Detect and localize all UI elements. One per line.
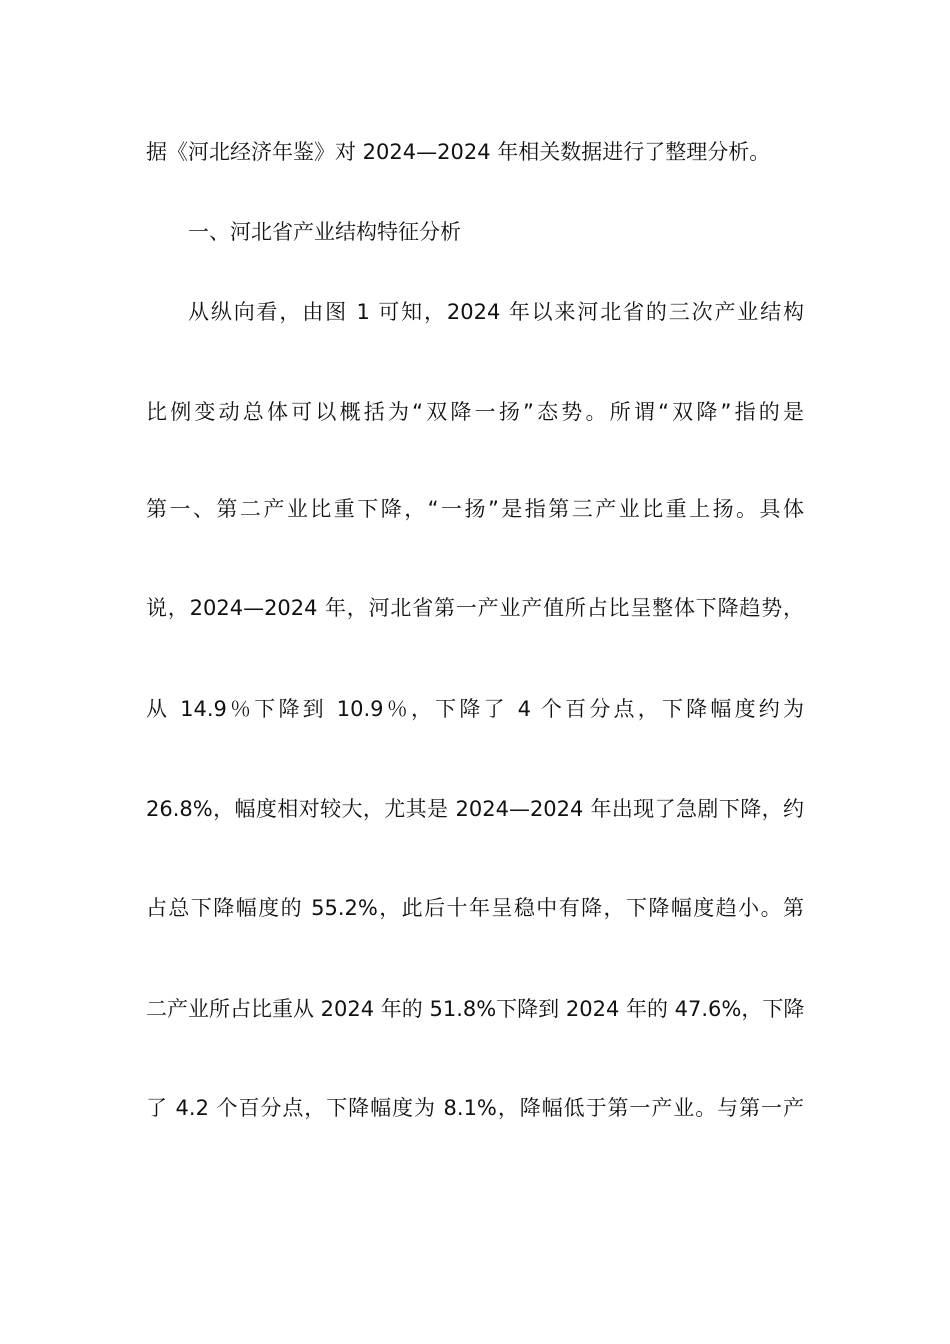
paragraph-line: 26.8%，幅度相对较大，尤其是 2024—2024 年出现了急剧下降，约 bbox=[146, 797, 804, 821]
paragraph-line: 二产业所占比重从 2024 年的 51.8%下降到 2024 年的 47.6%，下降 bbox=[146, 997, 805, 1021]
paragraph-line: 据《河北经济年鉴》对 2024—2024 年相关数据进行了整理分析。 bbox=[146, 140, 771, 164]
section-heading: 一、河北省产业结构特征分析 bbox=[188, 220, 461, 244]
paragraph-line: 说，2024—2024 年，河北省第一产业产值所占比呈整体下降趋势， bbox=[146, 596, 804, 620]
paragraph-line: 第一、第二产业比重下降，“一扬”是指第三产业比重上扬。具体 bbox=[146, 497, 804, 521]
paragraph-line: 了 4.2 个百分点，下降幅度为 8.1%，降幅低于第一产业。与第一产 bbox=[146, 1096, 804, 1120]
paragraph-line: 从 14.9％下降到 10.9％，下降了 4 个百分点，下降幅度约为 bbox=[146, 697, 804, 721]
paragraph-line: 比例变动总体可以概括为“双降一扬”态势。所谓“双降”指的是 bbox=[146, 400, 804, 424]
paragraph-line: 从纵向看，由图 1 可知，2024 年以来河北省的三次产业结构 bbox=[188, 300, 804, 324]
paragraph-line: 占总下降幅度的 55.2%，此后十年呈稳中有降，下降幅度趋小。第 bbox=[146, 896, 804, 920]
